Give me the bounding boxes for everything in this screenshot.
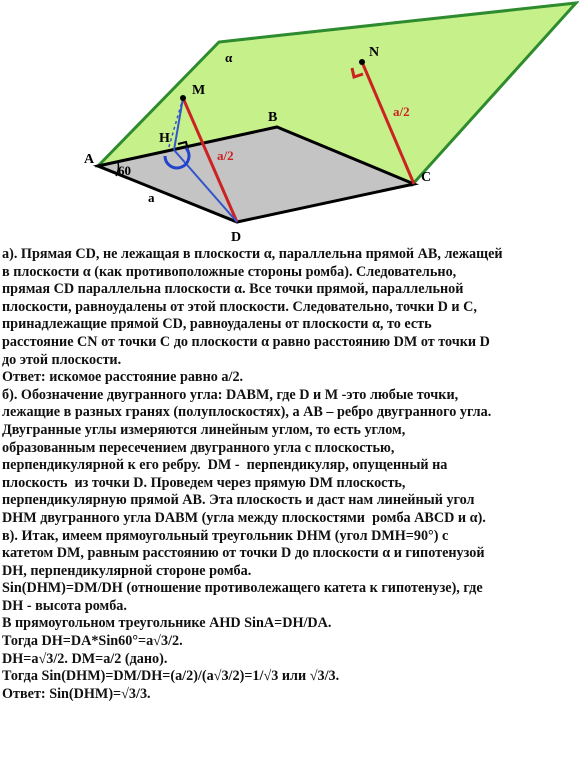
label-h: H [159,131,170,146]
text-line: перпендикулярную прямой AB. Эта плоскость и даст нам линейный угол [2,492,475,509]
text-line: расстояние CN от точки C до плоскости α равно расстоянию DM от точки D [2,333,490,350]
text-line: прямая CD параллельна плоскости α. Все точки прямой, параллельной [2,281,464,298]
text-line: DH=a√3/2. DM=a/2 (дано). [2,650,168,667]
text-line: Тогда DH=DA*Sin60°=a√3/2. [2,633,183,650]
text-line: DH - высота ромба. [2,597,127,614]
label-a-vertex: A [84,152,95,167]
text-line: образованным пересечением двугранного угла с плоскостью, [2,439,395,456]
answer-a: Ответ: искомое расстояние равно a/2. [2,369,244,386]
text-line: а). Прямая CD, не лежащая в плоскости α, параллельна прямой AB, лежащей [2,246,503,262]
label-a-side: a [148,190,155,205]
solution-text [2,246,576,703]
text-line: DHM двугранного угла DABM (угла между плоскостями ромба ABCD и α). [2,509,486,526]
text-line: плоскости, равноудалены от этой плоскости. Следовательно, точки D и C, [2,298,477,315]
geometry-figure [0,0,579,248]
label-d: D [231,230,242,245]
text-line: в). Итак, имеем прямоугольный треугольник DHM (угол DMH=90°) с [2,527,449,544]
label-m: M [192,83,206,98]
point-n [359,59,365,65]
text-line: до этой плоскости. [2,351,122,368]
text-line: Sin(DHM)=DM/DH (отношение противолежащего катета к гипотенузе), где [2,580,483,597]
text-line: катетом DM, равным расстоянию от точки D до плоскости α и гипотенузой [2,545,485,562]
text-line: Тогда Sin(DHM)=DM/DH=(a/2)/(a√3/2)=1/√3 или √3/3. [2,668,340,685]
answer-c: Ответ: Sin(DHM)=√3/3. [2,685,151,702]
label-b: B [268,110,278,125]
label-alpha: α [225,50,233,65]
label-a2-left: a/2 [217,148,234,163]
label-a2-right: a/2 [393,104,410,119]
label-c: C [421,170,432,185]
text-line: перпендикулярной к его ребру. DM - перпендикуляр, опущенный на [2,457,448,474]
text-line: в плоскости α (как противоположные стороны ромба). Следовательно, [2,263,457,280]
point-m [180,95,186,101]
text-line: В прямоугольном треугольнике AHD SinA=DH/DA. [2,615,332,632]
text-line: лежащие в разных гранях (полуплоскостях), а AB – ребро двугранного угла. [2,404,492,421]
text-line: плоскость из точки D. Проведем через прямую DM плоскость, [2,474,406,491]
text-line: Двугранные углы измеряются линейным углом, то есть углом, [2,421,406,438]
text-line: б). Обозначение двугранного угла: DABM, где D и M -это любые точки, [2,386,459,403]
label-angle-60: 60 [118,163,131,178]
text-line: принадлежащие прямой CD, равноудалены от плоскости α, то есть [2,316,432,333]
label-n: N [369,45,380,60]
text-line: DH, перпендикулярной стороне ромба. [2,562,252,579]
